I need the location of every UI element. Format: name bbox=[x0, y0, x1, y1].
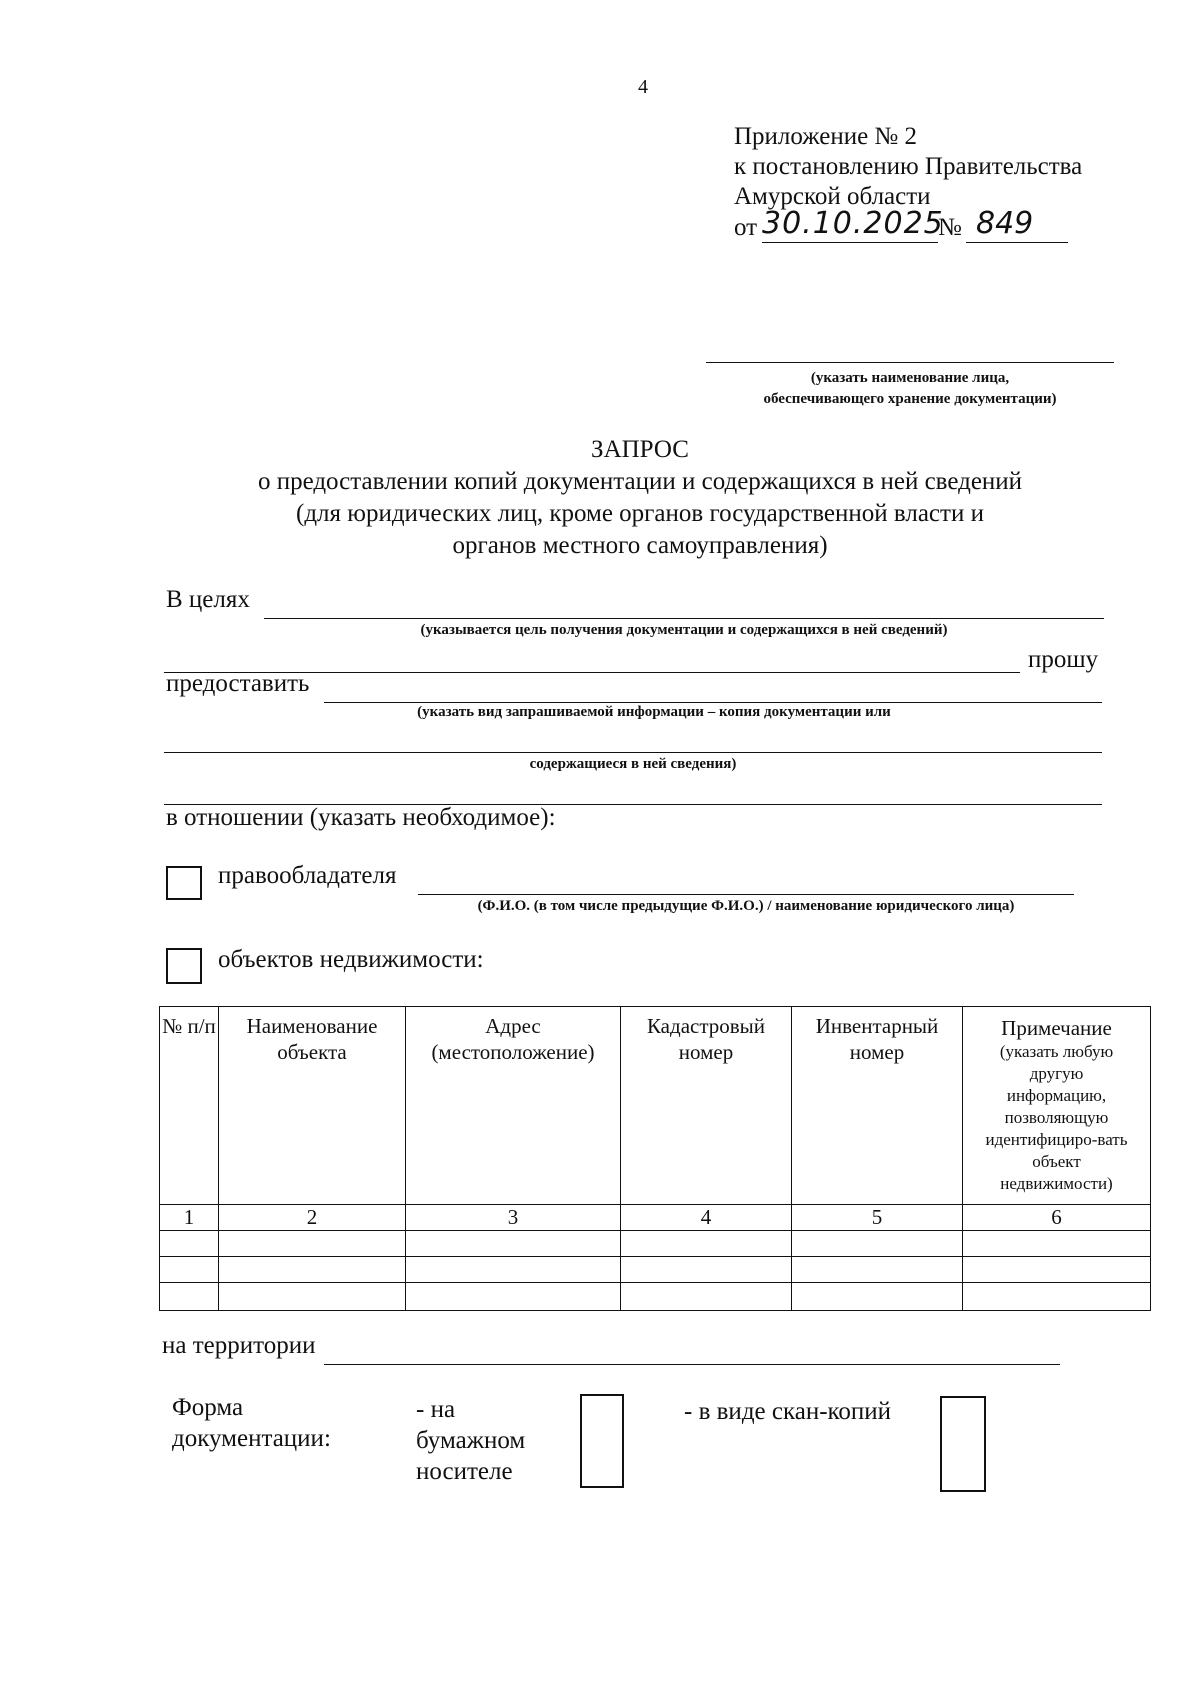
number-cell-3: 3 bbox=[406, 1205, 621, 1231]
number-value[interactable]: 849 bbox=[976, 206, 1034, 241]
number-cell-6: 6 bbox=[963, 1205, 1151, 1231]
header-cell-note bbox=[963, 1007, 1151, 1205]
purpose-field[interactable] bbox=[264, 618, 1104, 619]
number-underline bbox=[966, 242, 1068, 243]
note-detail: (указать любую другую информацию, позволяющую идентифициро-вать объект недвижимости) bbox=[985, 1042, 1128, 1193]
document-title: ЗАПРОС bbox=[591, 436, 689, 463]
table-cell[interactable] bbox=[621, 1283, 792, 1311]
provide-field-2[interactable] bbox=[164, 752, 1102, 753]
date-prefix: от bbox=[734, 214, 758, 241]
appendix-line-1: Приложение № 2 bbox=[734, 123, 918, 150]
table-row bbox=[160, 1231, 1151, 1257]
number-cell-2: 2 bbox=[219, 1205, 406, 1231]
number-prefix: № bbox=[938, 214, 962, 241]
table-number-row bbox=[160, 1205, 1151, 1231]
table-cell[interactable] bbox=[160, 1283, 219, 1311]
table-cell[interactable] bbox=[406, 1231, 621, 1257]
date-value[interactable]: 30.10.2025 bbox=[762, 206, 944, 241]
provide-field[interactable] bbox=[324, 702, 1102, 703]
purpose-label: В целях bbox=[166, 586, 250, 613]
owner-hint: (Ф.И.О. (в том числе предыдущие Ф.И.О.) / наименование юридического лица) bbox=[477, 898, 1015, 914]
title-line-3: органов местного самоуправления) bbox=[452, 532, 828, 559]
paper-option-line-3: носителе bbox=[416, 1458, 513, 1485]
table-cell[interactable] bbox=[963, 1231, 1151, 1257]
provide-label: предоставить bbox=[166, 670, 310, 697]
note-title: Примечание bbox=[1001, 1016, 1112, 1040]
form-label bbox=[172, 1392, 331, 1454]
table-cell[interactable] bbox=[160, 1231, 219, 1257]
number-cell-1: 1 bbox=[160, 1205, 219, 1231]
regarding-label: в отношении (указать необходимое): bbox=[166, 804, 556, 831]
objects-label: объектов недвижимости: bbox=[218, 946, 484, 973]
appendix-line-2: к постановлению Правительства bbox=[734, 153, 1083, 180]
header-cell-inventory: Инвентарный номер bbox=[792, 1007, 963, 1205]
table-cell[interactable] bbox=[219, 1231, 406, 1257]
purpose-hint: (указывается цель получения документации и содержащихся в ней сведений) bbox=[420, 622, 948, 638]
table-cell[interactable] bbox=[963, 1257, 1151, 1283]
table-cell[interactable] bbox=[963, 1283, 1151, 1311]
header-cell-name: Наименование объекта bbox=[219, 1007, 406, 1205]
table-cell[interactable] bbox=[621, 1231, 792, 1257]
objects-checkbox[interactable] bbox=[166, 948, 202, 984]
recipient-field[interactable] bbox=[706, 362, 1114, 363]
date-underline bbox=[762, 242, 938, 243]
objects-table bbox=[159, 1006, 1151, 1311]
table-row bbox=[160, 1283, 1151, 1311]
prosu-label: прошу bbox=[1028, 646, 1099, 673]
paper-option-line-2: бумажном bbox=[416, 1427, 526, 1454]
territory-field[interactable] bbox=[324, 1364, 1060, 1365]
header-cell-address: Адрес (местоположение) bbox=[406, 1007, 621, 1205]
paper-option-line-1: - на bbox=[416, 1396, 456, 1423]
table-cell[interactable] bbox=[621, 1257, 792, 1283]
owner-field[interactable] bbox=[418, 894, 1074, 895]
provide-hint: (указать вид запрашиваемой информации – копия документации или bbox=[417, 704, 891, 720]
territory-label: на территории bbox=[162, 1332, 316, 1359]
scan-option-checkbox[interactable] bbox=[940, 1396, 986, 1492]
table-cell[interactable] bbox=[406, 1257, 621, 1283]
recipient-hint bbox=[706, 368, 1114, 410]
header-cell-number: № п/п bbox=[160, 1007, 219, 1205]
scan-option-label: - в виде скан-копий bbox=[684, 1398, 892, 1425]
recipient-hint-line-1: (указать наименование лица, bbox=[810, 370, 1010, 386]
page-number: 4 bbox=[638, 76, 648, 98]
table-cell[interactable] bbox=[219, 1257, 406, 1283]
number-cell-4: 4 bbox=[621, 1205, 792, 1231]
owner-checkbox[interactable] bbox=[166, 866, 202, 900]
form-label-line-1: Форма bbox=[172, 1394, 244, 1421]
appendix-block bbox=[734, 122, 1082, 212]
table-cell[interactable] bbox=[792, 1257, 963, 1283]
table-cell[interactable] bbox=[160, 1257, 219, 1283]
table-header-row bbox=[160, 1007, 1151, 1205]
table-cell[interactable] bbox=[406, 1283, 621, 1311]
table-row bbox=[160, 1257, 1151, 1283]
header-cell-cadastral: Кадастровый номер bbox=[621, 1007, 792, 1205]
number-cell-5: 5 bbox=[792, 1205, 963, 1231]
title-line-2: (для юридических лиц, кроме органов государственной власти и bbox=[296, 500, 984, 527]
owner-label: правообладателя bbox=[218, 862, 397, 889]
title-line-1: о предоставлении копий документации и содержащихся в ней сведений bbox=[257, 468, 1023, 495]
title-block bbox=[150, 434, 1130, 562]
form-label-line-2: документации: bbox=[172, 1425, 331, 1452]
paper-option-label bbox=[416, 1394, 525, 1487]
table-cell[interactable] bbox=[219, 1283, 406, 1311]
appendix-line-3: Амурской области bbox=[734, 183, 931, 210]
table-cell[interactable] bbox=[792, 1231, 963, 1257]
table-cell[interactable] bbox=[792, 1283, 963, 1311]
provide-hint-2: содержащиеся в ней сведения) bbox=[529, 756, 737, 772]
paper-option-checkbox[interactable] bbox=[580, 1394, 624, 1488]
recipient-hint-line-2: обеспечивающего хранение документации) bbox=[763, 391, 1057, 407]
